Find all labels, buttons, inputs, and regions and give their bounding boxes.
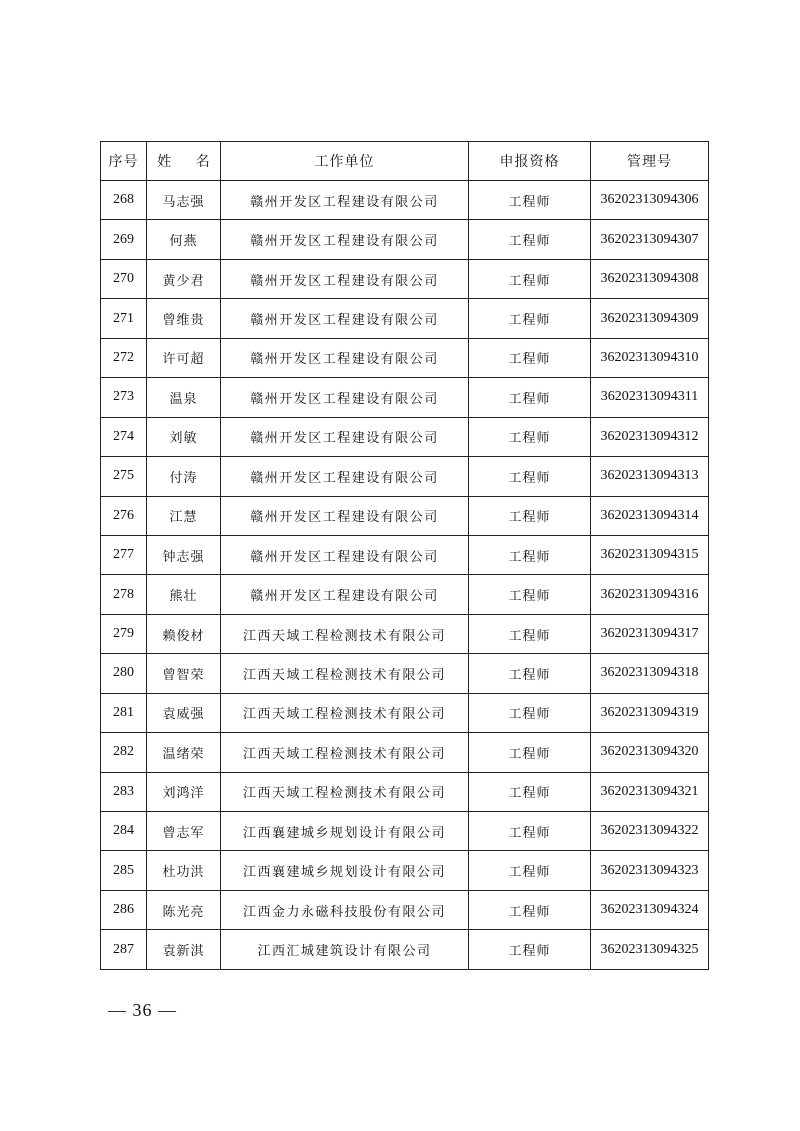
- cell-qualification: 工程师: [469, 693, 591, 732]
- cell-name: 陈光亮: [147, 890, 221, 929]
- cell-unit: 赣州开发区工程建设有限公司: [221, 575, 469, 614]
- cell-qualification: 工程师: [469, 299, 591, 338]
- cell-unit: 江西汇城建筑设计有限公司: [221, 930, 469, 969]
- table-row: [101, 378, 709, 417]
- header-seq: 序号: [101, 142, 147, 181]
- cell-seq: 280: [101, 654, 147, 693]
- table-row: [101, 733, 709, 772]
- cell-name: 袁威强: [147, 693, 221, 732]
- cell-name: 何燕: [147, 220, 221, 259]
- cell-seq: 285: [101, 851, 147, 890]
- table-row: [101, 575, 709, 614]
- cell-seq: 271: [101, 299, 147, 338]
- cell-qualification: 工程师: [469, 259, 591, 298]
- cell-unit: 赣州开发区工程建设有限公司: [221, 535, 469, 574]
- cell-seq: 272: [101, 338, 147, 377]
- table-row: [101, 259, 709, 298]
- table-row: [101, 496, 709, 535]
- cell-qualification: 工程师: [469, 457, 591, 496]
- cell-name: 付涛: [147, 457, 221, 496]
- cell-unit: 江西天域工程检测技术有限公司: [221, 654, 469, 693]
- table-row: [101, 181, 709, 220]
- cell-mgmt-no: 36202313094313: [591, 457, 709, 496]
- cell-seq: 278: [101, 575, 147, 614]
- table-row: [101, 535, 709, 574]
- cell-qualification: 工程师: [469, 220, 591, 259]
- cell-qualification: 工程师: [469, 654, 591, 693]
- cell-unit: 江西天域工程检测技术有限公司: [221, 733, 469, 772]
- cell-unit: 江西金力永磁科技股份有限公司: [221, 890, 469, 929]
- header-name: 姓 名: [147, 142, 221, 181]
- cell-qualification: 工程师: [469, 417, 591, 456]
- cell-unit: 江西襄建城乡规划设计有限公司: [221, 851, 469, 890]
- cell-qualification: 工程师: [469, 338, 591, 377]
- cell-mgmt-no: 36202313094319: [591, 693, 709, 732]
- cell-qualification: 工程师: [469, 575, 591, 614]
- cell-unit: 赣州开发区工程建设有限公司: [221, 338, 469, 377]
- cell-name: 许可超: [147, 338, 221, 377]
- cell-mgmt-no: 36202313094307: [591, 220, 709, 259]
- cell-unit: 赣州开发区工程建设有限公司: [221, 417, 469, 456]
- cell-mgmt-no: 36202313094309: [591, 299, 709, 338]
- table-row: [101, 457, 709, 496]
- cell-qualification: 工程师: [469, 181, 591, 220]
- cell-unit: 赣州开发区工程建设有限公司: [221, 378, 469, 417]
- table-row: [101, 812, 709, 851]
- cell-name: 杜功洪: [147, 851, 221, 890]
- cell-seq: 274: [101, 417, 147, 456]
- cell-seq: 273: [101, 378, 147, 417]
- cell-unit: 江西天域工程检测技术有限公司: [221, 614, 469, 653]
- cell-unit: 江西天域工程检测技术有限公司: [221, 772, 469, 811]
- cell-mgmt-no: 36202313094310: [591, 338, 709, 377]
- cell-qualification: 工程师: [469, 496, 591, 535]
- table-row: [101, 614, 709, 653]
- header-unit: 工作单位: [221, 142, 469, 181]
- cell-seq: 286: [101, 890, 147, 929]
- cell-name: 熊壮: [147, 575, 221, 614]
- header-mgmt-no: 管理号: [591, 142, 709, 181]
- cell-unit: 赣州开发区工程建设有限公司: [221, 259, 469, 298]
- cell-mgmt-no: 36202313094315: [591, 535, 709, 574]
- cell-mgmt-no: 36202313094318: [591, 654, 709, 693]
- cell-mgmt-no: 36202313094312: [591, 417, 709, 456]
- cell-seq: 269: [101, 220, 147, 259]
- cell-unit: 江西天域工程检测技术有限公司: [221, 693, 469, 732]
- table-row: [101, 417, 709, 456]
- cell-name: 马志强: [147, 181, 221, 220]
- cell-qualification: 工程师: [469, 890, 591, 929]
- cell-qualification: 工程师: [469, 614, 591, 653]
- cell-name: 曾志军: [147, 812, 221, 851]
- cell-mgmt-no: 36202313094314: [591, 496, 709, 535]
- cell-qualification: 工程师: [469, 378, 591, 417]
- cell-mgmt-no: 36202313094308: [591, 259, 709, 298]
- cell-name: 刘敏: [147, 417, 221, 456]
- cell-name: 黄少君: [147, 259, 221, 298]
- cell-qualification: 工程师: [469, 930, 591, 969]
- cell-seq: 283: [101, 772, 147, 811]
- table-row: [101, 890, 709, 929]
- table-row: [101, 930, 709, 969]
- cell-qualification: 工程师: [469, 851, 591, 890]
- cell-unit: 赣州开发区工程建设有限公司: [221, 496, 469, 535]
- cell-name: 江慧: [147, 496, 221, 535]
- cell-mgmt-no: 36202313094324: [591, 890, 709, 929]
- cell-name: 温泉: [147, 378, 221, 417]
- table-row: [101, 220, 709, 259]
- cell-seq: 279: [101, 614, 147, 653]
- table-row: [101, 772, 709, 811]
- cell-seq: 270: [101, 259, 147, 298]
- page-number: — 36 —: [108, 1000, 177, 1020]
- cell-mgmt-no: 36202313094323: [591, 851, 709, 890]
- cell-mgmt-no: 36202313094306: [591, 181, 709, 220]
- registration-table: [100, 141, 709, 970]
- table-row: [101, 693, 709, 732]
- table-body: [101, 181, 709, 970]
- table-row: [101, 654, 709, 693]
- cell-seq: 268: [101, 181, 147, 220]
- table-row: [101, 851, 709, 890]
- cell-seq: 281: [101, 693, 147, 732]
- cell-unit: 赣州开发区工程建设有限公司: [221, 457, 469, 496]
- cell-name: 刘鸿洋: [147, 772, 221, 811]
- cell-seq: 284: [101, 812, 147, 851]
- cell-mgmt-no: 36202313094311: [591, 378, 709, 417]
- table-row: [101, 338, 709, 377]
- cell-seq: 287: [101, 930, 147, 969]
- cell-unit: 江西襄建城乡规划设计有限公司: [221, 812, 469, 851]
- cell-name: 袁新淇: [147, 930, 221, 969]
- cell-unit: 赣州开发区工程建设有限公司: [221, 181, 469, 220]
- cell-seq: 276: [101, 496, 147, 535]
- cell-name: 钟志强: [147, 535, 221, 574]
- cell-name: 赖俊材: [147, 614, 221, 653]
- header-row: [101, 142, 709, 181]
- cell-qualification: 工程师: [469, 733, 591, 772]
- cell-mgmt-no: 36202313094317: [591, 614, 709, 653]
- cell-unit: 赣州开发区工程建设有限公司: [221, 220, 469, 259]
- header-qualification: 申报资格: [469, 142, 591, 181]
- cell-mgmt-no: 36202313094321: [591, 772, 709, 811]
- cell-seq: 275: [101, 457, 147, 496]
- cell-name: 曾维贵: [147, 299, 221, 338]
- cell-mgmt-no: 36202313094325: [591, 930, 709, 969]
- cell-qualification: 工程师: [469, 812, 591, 851]
- cell-name: 曾智荣: [147, 654, 221, 693]
- cell-seq: 282: [101, 733, 147, 772]
- cell-qualification: 工程师: [469, 772, 591, 811]
- table-header: [101, 142, 709, 181]
- cell-mgmt-no: 36202313094316: [591, 575, 709, 614]
- cell-unit: 赣州开发区工程建设有限公司: [221, 299, 469, 338]
- cell-qualification: 工程师: [469, 535, 591, 574]
- cell-mgmt-no: 36202313094320: [591, 733, 709, 772]
- cell-mgmt-no: 36202313094322: [591, 812, 709, 851]
- cell-name: 温绪荣: [147, 733, 221, 772]
- table-row: [101, 299, 709, 338]
- cell-seq: 277: [101, 535, 147, 574]
